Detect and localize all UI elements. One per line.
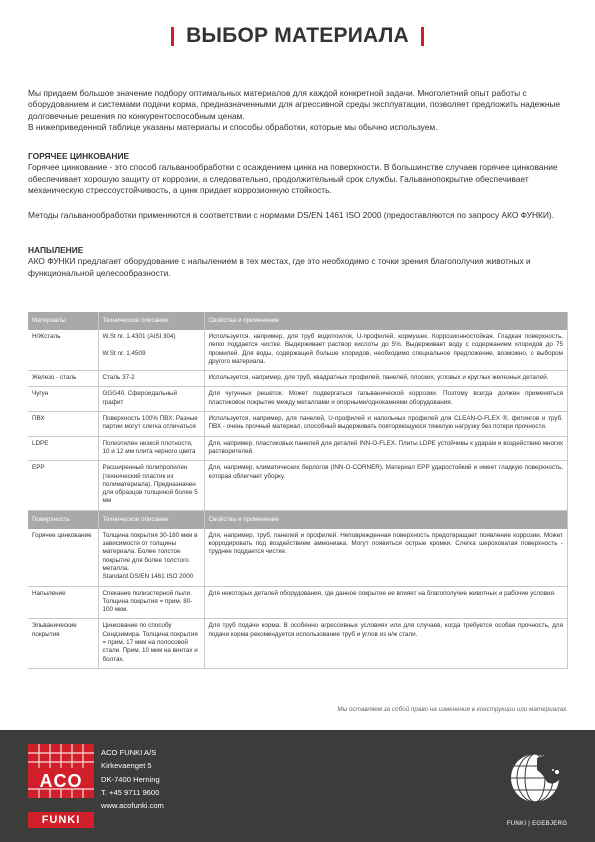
section-galvanizing (28, 151, 568, 197)
title-accent-right (421, 27, 424, 46)
column-header: Техническое описание (98, 510, 204, 529)
section-standards (28, 210, 568, 221)
section-spraying (28, 245, 568, 279)
disclaimer: Мы оставляем за собой право на изменения в конструкции или материалах. (337, 706, 568, 713)
aco-funki-logo (28, 744, 94, 832)
table-row (28, 330, 568, 371)
phone-number: T. +45 9711 9600 (101, 787, 160, 797)
table-subheader-row (28, 510, 568, 529)
materials-table (28, 312, 568, 669)
column-header: Техническое описание (98, 312, 204, 330)
logo-aco-text: ACO (39, 771, 83, 791)
cell-properties: Используется, например, для труб водопоилок, U-профилей, кормушек. Коррозионностойкая. Гладкая поверхность, легко поддается чистке. Выдерживает раствор кислоты до 5%. Выдерживает воду с содержанием хлоридов до 75 промилей. Для воды, содержащей больше хлоридов, необходимо специальное предложение, возможно, с выбором другого материала. (204, 330, 568, 371)
column-header: Свойства и применение (204, 510, 568, 529)
section-text: Горячее цинкование - это способ гальванообработки с осаждением цинка на поверхности. В большинстве случаев горячее цинкование обеспечивает хорошую защиту от коррозии, а следовательно, продолжительный срок службы. Гальванопокрытие обеспечивает механическую стрессоустойчивость, а цинк придает коррозионную стойкость. (28, 162, 558, 196)
footer (0, 730, 595, 842)
table-row (28, 412, 568, 437)
section-heading: НАПЫЛЕНИЕ (28, 245, 84, 255)
cell-description: Цинкование по способу Сендзимира. Толщина покрытия = прим. 17 мкм на полосовой стали. Прим. 10 мкм на винтах и болтах. (98, 619, 204, 668)
intro-text (28, 88, 568, 134)
table-row (28, 387, 568, 412)
cell-description: W.St nr. 1.4301 (AISI 304) W.St nr. 1.4509 (98, 330, 204, 371)
cell-name: Эльванические покрытия (28, 619, 98, 668)
cell-name: Горячее цинкование (28, 529, 98, 586)
intro-paragraph: В нижеприведенной таблице указаны материалы и способы обработки, которые мы обычно используем. (28, 122, 438, 133)
cell-properties: Для труб подачи корма. В особенно агрессивных условиях или для случаев, когда требуется особая прочность, для подачи корма рекомендуется использование труб и углов из н/ж стали. (204, 619, 568, 668)
cell-name: EPP (28, 461, 98, 510)
cell-name: ПВХ (28, 412, 98, 437)
cell-properties: Используется, например, для труб, квадратных профилей, панелей, плоских, угловых и круглых железных деталей. (204, 371, 568, 387)
cell-description: GGG40. Сфероидальный графит (98, 387, 204, 412)
company-address (101, 746, 164, 812)
section-heading: ГОРЯЧЕЕ ЦИНКОВАНИЕ (28, 151, 130, 161)
title-accent-left (171, 27, 174, 46)
cell-name: Железо - сталь (28, 371, 98, 387)
cell-properties: Для, например, климатических берлогов (INN-O-CORNER). Материал EPP ударостойкий и имеет гладкую поверхность, которая облегчает уборку. (204, 461, 568, 510)
standards-text: Методы гальванообработки применяются в соответствии с нормами DS/EN 1461 ISO 2000 (предоставляются по запросу АКО ФУНКИ). (28, 210, 555, 220)
cell-description: Толщина покрытия 30-180 мкм в зависимости от толщины материала. Более толстое покрытие для более толстого металла. Standard DS/EN 1461 ISO 2000 (98, 529, 204, 586)
cell-description: Полиэтилен низкой плотности, 10 и 12 мм плита черного цвета (98, 436, 204, 461)
cell-description: Спекание полиэстерной пыли. Толщина покрытия = прим. 80-100 мкм. (98, 586, 204, 619)
address-line: DK-7400 Herning (101, 774, 160, 784)
address-line: Kirkevaenget 5 (101, 761, 152, 771)
table-header-row (28, 312, 568, 330)
table-row (28, 529, 568, 586)
table-row (28, 371, 568, 387)
address-line: ACO FUNKI A/S (101, 748, 157, 757)
cell-description: Сталь 37-2 (98, 371, 204, 387)
column-header: Материалы (28, 312, 98, 330)
cell-properties: Для чугунных решеток. Может подвергаться гальванической коррозии. Поэтому всегда должен применяться пластиковое покрытие между металлами и опорными/однокамнями оборудования. (204, 387, 568, 412)
cell-name: Напыление (28, 586, 98, 619)
cell-properties: Для, например, труб, панелей и профилей. Неповрежденная поверхность предотвращает появление коррозии. Может корродировать под воздействием аммониака. Могут появиться острые кромки. Слегка шероховатая поверхность - труднее поддается чистке. (204, 529, 568, 586)
website-link[interactable]: www.acofunki.com (101, 801, 164, 811)
section-text: АКО ФУНКИ предлагает оборудование с напылением в тех местах, где это необходимо с точки зрения благополучия животных и функциональной целесообразности. (28, 256, 531, 278)
table-row (28, 586, 568, 619)
column-header: Поверхность (28, 510, 98, 529)
cell-description: Поверхность 100% ПВХ. Разные партии могут слегка отличаться (98, 412, 204, 437)
cell-properties: Используется, например, для панелей, U-профилей и напольных профилей для CLEAN-O-FLEX ®, фитингов и труб. ПВХ - очень прочный материал, способный выдерживать повторяющуюся тяжелую нагрузку без потери прочности. (204, 412, 568, 437)
funki-egebjerg-brand: FUNKI | EGEBJERG (506, 821, 568, 827)
cell-name: LDPE (28, 436, 98, 461)
cell-properties: Для некоторых деталей оборудования, где данное покрытие не влияет на благополучие животных и рабочие условия. (204, 586, 568, 619)
cell-properties: Для, например, пластиковых панелей для деталей INN-O-FLEX. Плиты LDPE устойчивы к ударам и воздействию многих растворителей. (204, 436, 568, 461)
pig-globe-icon (507, 746, 567, 816)
table-row (28, 436, 568, 461)
cell-name: Н/Жсталь (28, 330, 98, 371)
cell-description: Расширенный полипропилен (технический пластик из полиматериала). Предназначен для образцов толщиной более 5 мм (98, 461, 204, 510)
logo-funki-text: FUNKI (28, 812, 94, 828)
cell-name: Чугун (28, 387, 98, 412)
page-title: ВЫБОР МАТЕРИАЛА (186, 24, 409, 47)
table-row (28, 461, 568, 510)
page-header (0, 24, 595, 48)
column-header: Свойства и применение (204, 312, 568, 330)
table-row (28, 619, 568, 668)
intro-paragraph: Мы придаем большое значение подбору оптимальных материалов для каждой конкретной задачи. Многолетний опыт работы с оборудованием и системами подачи корма, предназначенными для агрессивной среды эксплуатации, позволяет предложить надежные долговечные решения по конкурентоспособным ценам. (28, 88, 561, 121)
